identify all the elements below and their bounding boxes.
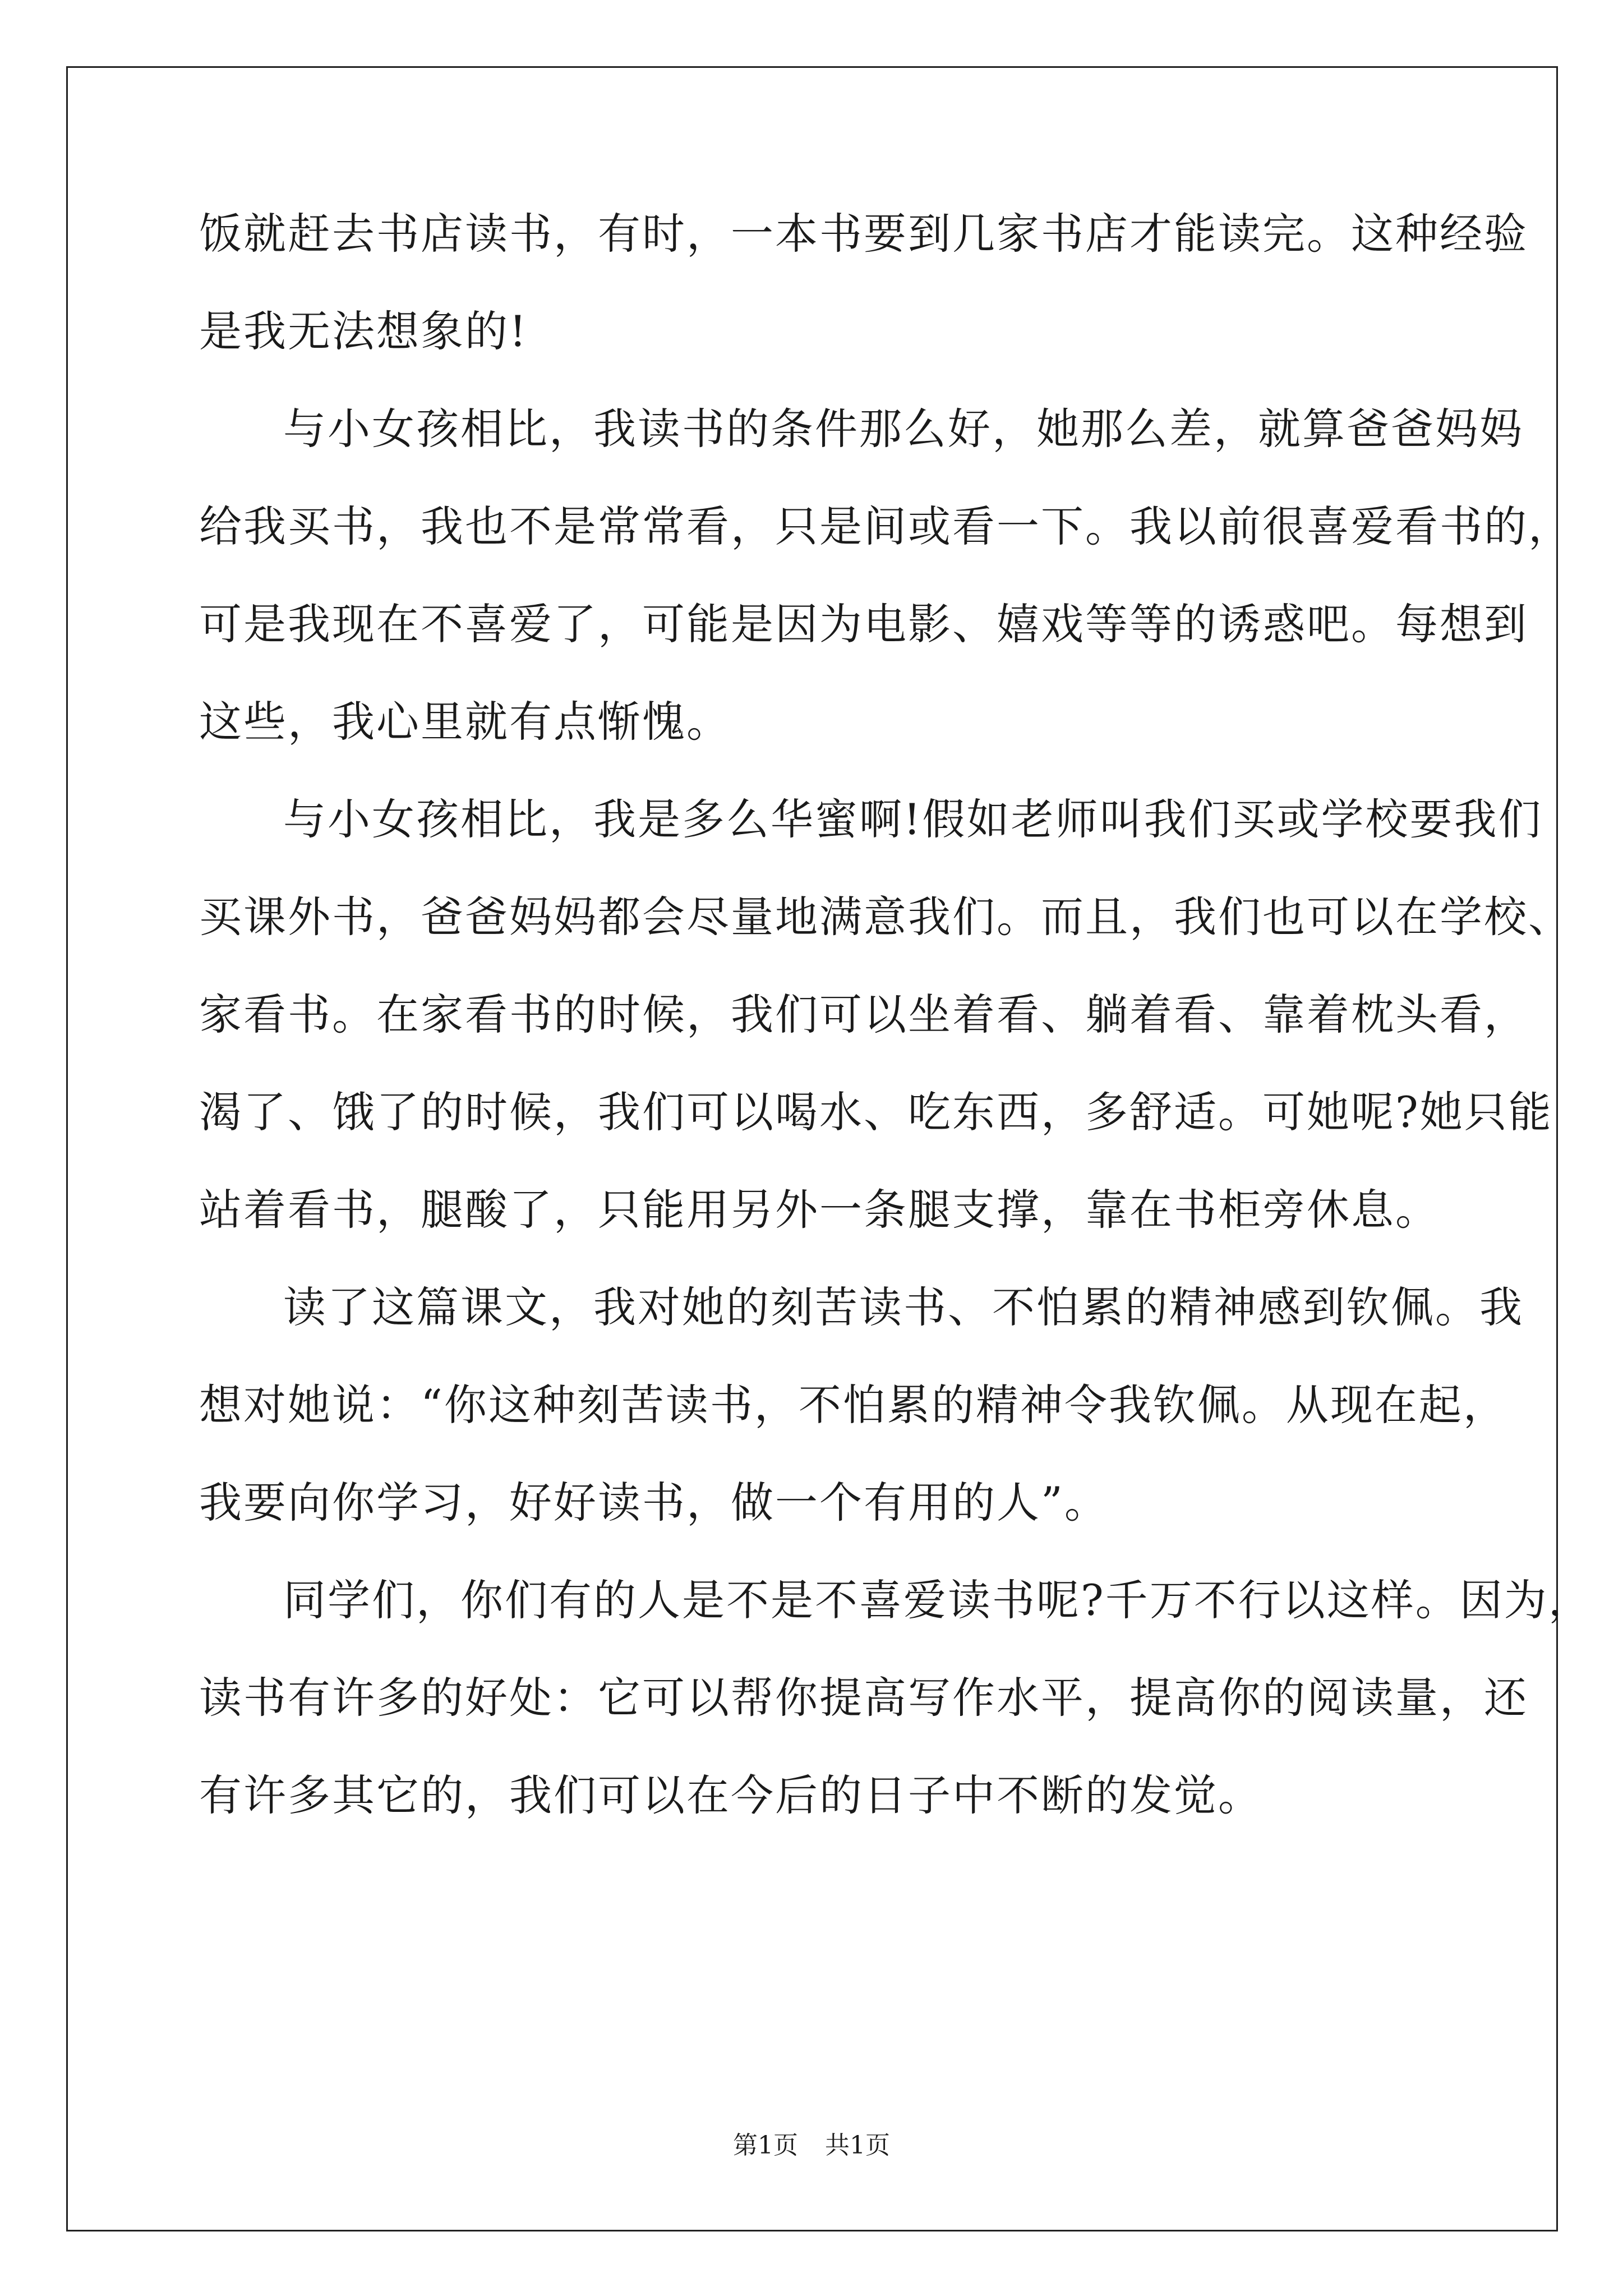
- text-line-6: 这些，我心里就有点惭愧。: [199, 697, 731, 747]
- page-number: 第1页: [733, 2131, 798, 2160]
- text-line-15: 同学们，你们有的人是不是不喜爱读书呢?千万不行以这样。因为，: [283, 1575, 1593, 1625]
- page-total: 共1页: [825, 2131, 890, 2160]
- text-line-16: 读书有许多的好处：它可以帮你提高写作水平，提高你的阅读量，还: [199, 1673, 1528, 1723]
- text-line-17: 有许多其它的，我们可以在今后的日子中不断的发觉。: [199, 1770, 1262, 1820]
- text-line-2: 是我无法想象的!: [199, 306, 528, 356]
- document-body: [199, 185, 1593, 1844]
- text-line-1: 饭就赶去书店读书，有时，一本书要到几家书店才能读完。这种经验: [199, 209, 1528, 259]
- text-line-5: 可是我现在不喜爱了，可能是因为电影、嬉戏等等的诱惑吧。每想到: [199, 599, 1528, 649]
- text-line-8: 买课外书，爸爸妈妈都会尽量地满意我们。而且，我们也可以在学校、: [199, 892, 1573, 942]
- page-footer: [0, 2129, 1623, 2162]
- text-line-4: 给我买书，我也不是常常看，只是间或看一下。我以前很喜爱看书的，: [199, 501, 1573, 551]
- text-line-11: 站着看书，腿酸了，只能用另外一条腿支撑，靠在书柜旁休息。: [199, 1185, 1440, 1235]
- text-line-13: 想对她说：“你这种刻苦读书，不怕累的精神令我钦佩。从现在起，: [199, 1380, 1507, 1430]
- text-line-12: 读了这篇课文，我对她的刻苦读书、不怕累的精神感到钦佩。我: [283, 1282, 1524, 1332]
- text-line-10: 渴了、饿了的时候，我们可以喝水、吃东西，多舒适。可她呢?她只能: [199, 1087, 1553, 1137]
- text-line-3: 与小女孩相比，我读书的条件那么好，她那么差，就算爸爸妈妈: [283, 404, 1524, 454]
- text-line-14: 我要向你学习，好好读书，做一个有用的人”。: [199, 1478, 1109, 1527]
- text-line-7: 与小女孩相比，我是多么华蜜啊!假如老师叫我们买或学校要我们: [283, 794, 1543, 844]
- text-line-9: 家看书。在家看书的时候，我们可以坐着看、躺着看、靠着枕头看，: [199, 990, 1528, 1039]
